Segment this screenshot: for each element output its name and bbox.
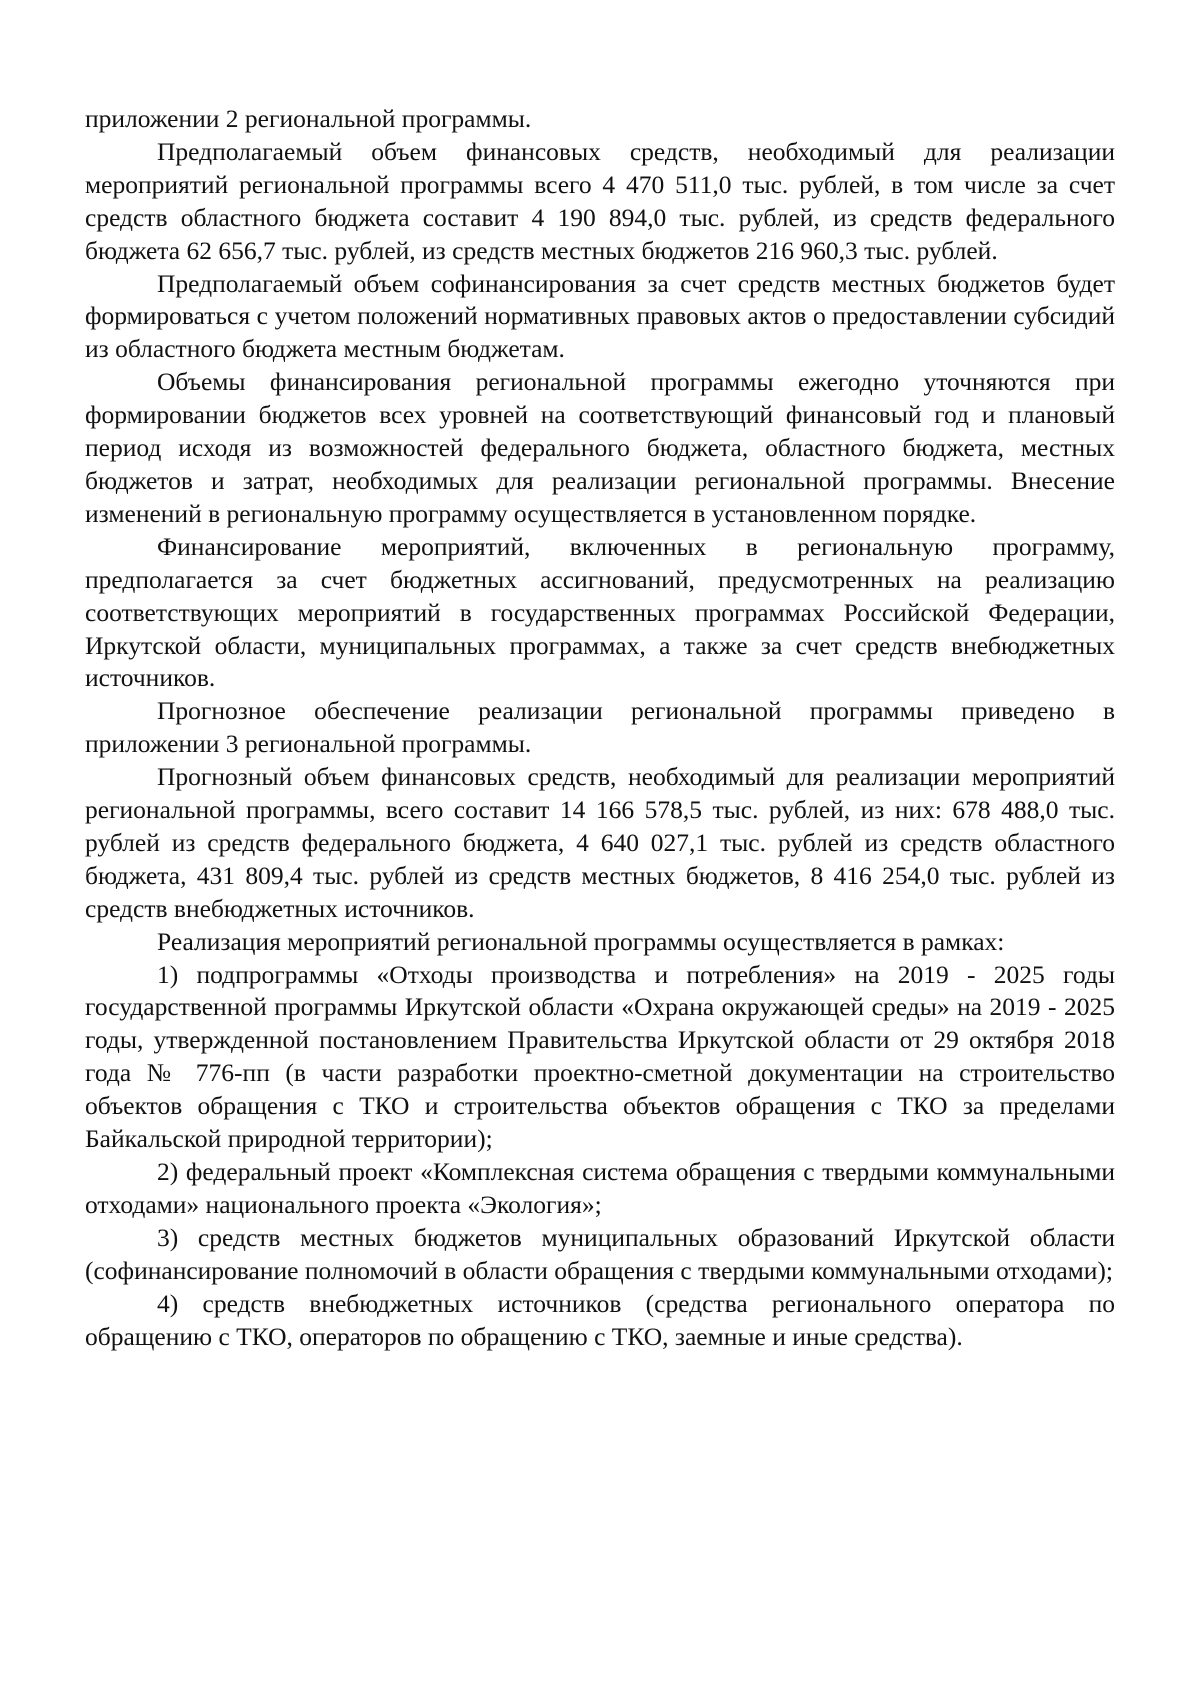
paragraph-funding-volumes: Объемы финансирования региональной программы ежегодно уточняются при формировании бюджетов всех уровней на соответствующий финансовый год и плановый период исходя из возможностей федерального бюджета, областного бюджета, местных бюджетов и затрат, необходимых для реализации региональной программы. Внесение изменений в региональную программу осуществляется в установленном порядке. <box>85 367 1115 528</box>
paragraph-projected-funding: Предполагаемый объем финансовых средств, необходимый для реализации мероприятий региональной программы всего 4 470 511,0 тыс. рублей, в том числе за счет средств областного бюджета составит 4 190 894,0 тыс. рублей, из средств федерального бюджета 62 656,7 тыс. рублей, из средств местных бюджетов 216 960,3 тыс. рублей. <box>85 136 1115 265</box>
document-body <box>85 103 1115 1353</box>
paragraph-financing-measures: Финансирование мероприятий, включенных в региональную программу, предполагается за счет бюджетных ассигнований, предусмотренных на реализацию соответствующих мероприятий в государственных программах Российской Федерации, Иркутской области, муниципальных программах, а также за счет средств внебюджетных источников. <box>85 531 1115 693</box>
paragraph-cofinancing: Предполагаемый объем софинансирования за счет средств местных бюджетов будет формироваться с учетом положений нормативных правовых актов о предоставлении субсидий из областного бюджета местным бюджетам. <box>85 268 1115 364</box>
list-item-1: 1) подпрограммы «Отходы производства и потребления» на 2019 - 2025 годы государственной программы Иркутской области «Охрана окружающей среды» на 2019 - 2025 годы, утвержденной постановлением Правительства Иркутской области от 29 октября 2018 года № 776-пп (в части разработки проектно-сметной документации на строительство объектов обращения с ТКО и строительства объектов обращения с ТКО за пределами Байкальской природной территории); <box>85 959 1115 1154</box>
paragraph-forecast-volume: Прогнозный объем финансовых средств, необходимый для реализации мероприятий региональной программы, всего составит 14 166 578,5 тыс. рублей, из них: 678 488,0 тыс. рублей из средств федерального бюджета, 4 640 027,1 тыс. рублей из средств областного бюджета, 431 809,4 тыс. рублей из средств местных бюджетов, 8 416 254,0 тыс. рублей из средств внебюджетных источников. <box>85 762 1115 923</box>
list-item-4: 4) средств внебюджетных источников (средства регионального оператора по обращению с ТКО, операторов по обращению с ТКО, заемные и иные средства). <box>85 1288 1115 1351</box>
list-item-3: 3) средств местных бюджетов муниципальных образований Иркутской области (софинансирование полномочий в области обращения с твердыми коммунальными отходами); <box>85 1222 1115 1285</box>
paragraph-forecast-support: Прогнозное обеспечение реализации региональной программы приведено в приложении 3 региональной программы. <box>85 696 1115 759</box>
list-item-2: 2) федеральный проект «Комплексная система обращения с твердыми коммунальными отходами» национального проекта «Экология»; <box>85 1157 1115 1219</box>
paragraph-implementation-intro: Реализация мероприятий региональной программы осуществляется в рамках: <box>157 926 1005 956</box>
paragraph-continuation: приложении 2 региональной программы. <box>85 104 532 133</box>
